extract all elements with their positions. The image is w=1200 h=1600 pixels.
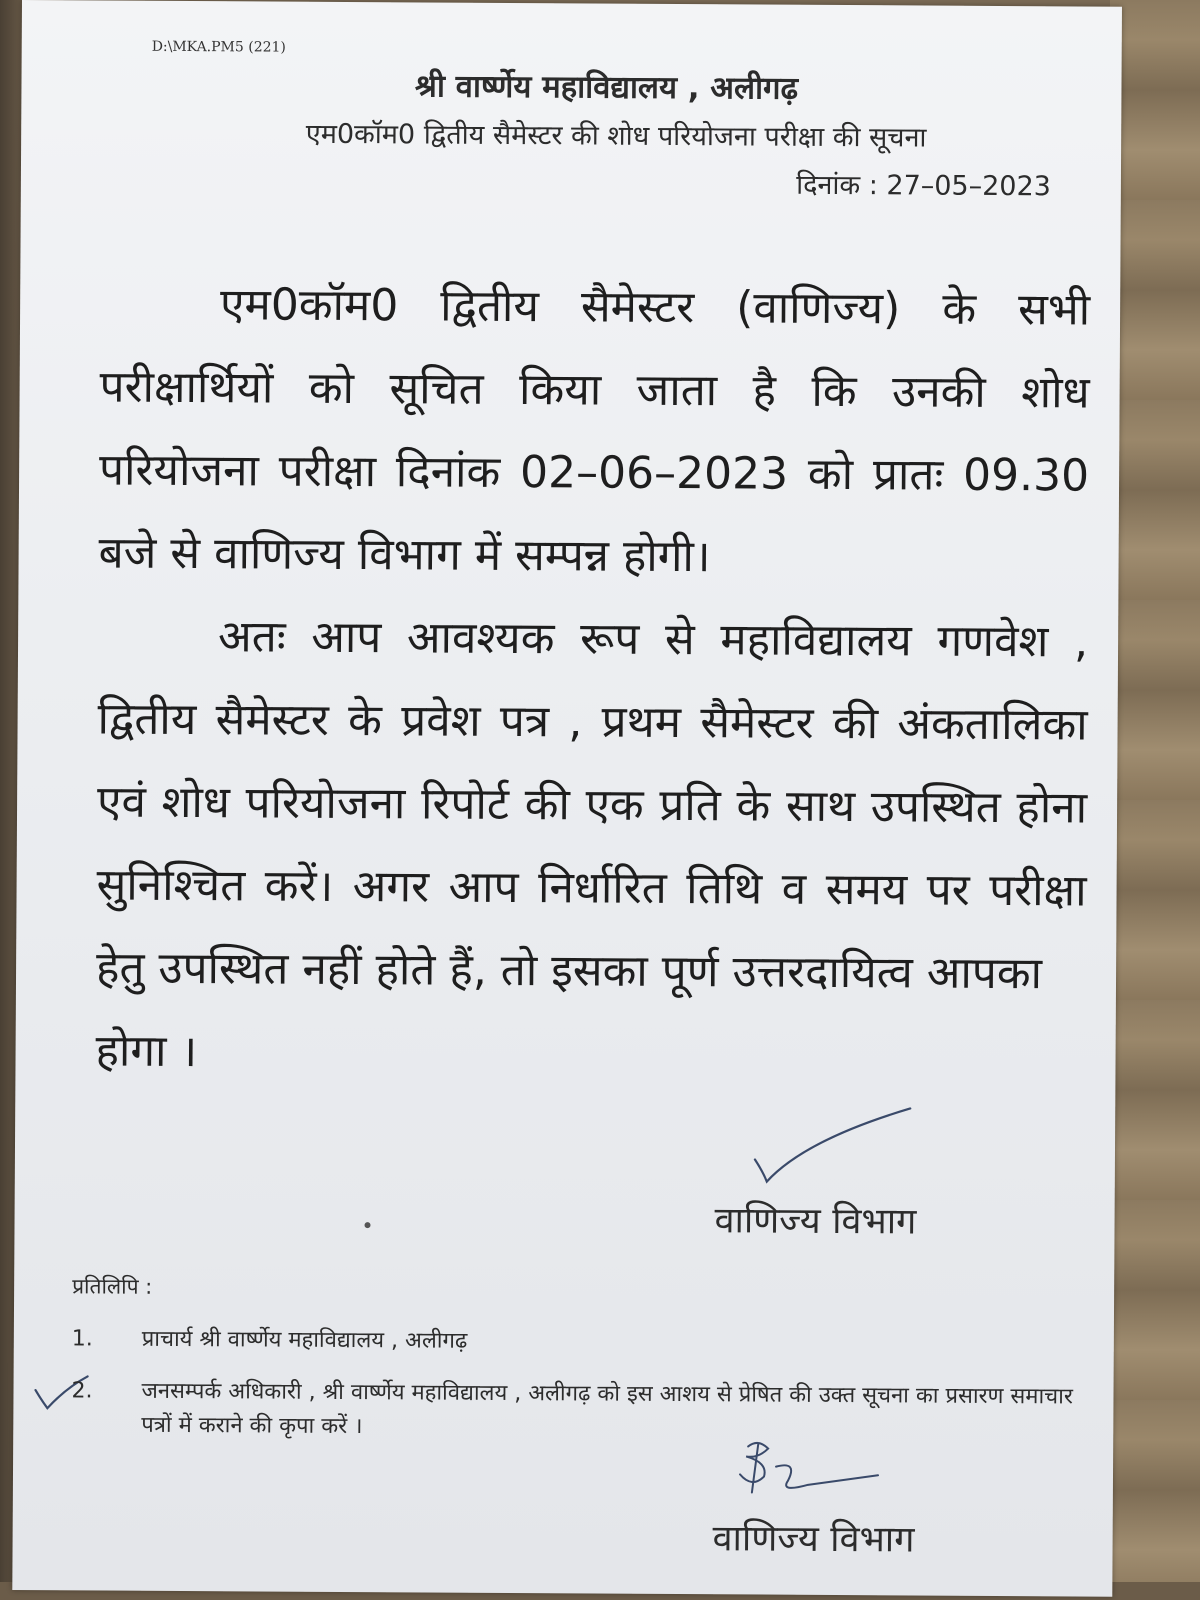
copy-item-number: 2. [71, 1378, 93, 1404]
college-title: श्री वार्ष्णेय महाविद्यालय , अलीगढ़ [414, 68, 799, 107]
signatory-department-2: वाणिज्य विभाग [712, 1518, 915, 1561]
copy-item-text: जनसम्पर्क अधिकारी , श्री वार्ष्णेय महाविद्यालय , अलीगढ़ को इस आशय से प्रेषित की उक्त सूचना का प्रसारण समाचार पत्रों में कराने की कृपा करें । [141, 1378, 1073, 1440]
copy-item [71, 1374, 1111, 1460]
notice-body [95, 262, 1090, 1098]
body-closing-line: होगा । [95, 1025, 198, 1078]
ink-speck [365, 1222, 371, 1228]
notice-date: दिनांक : 27–05–2023 [796, 169, 1051, 203]
background-wood-surface [1110, 0, 1200, 1600]
handwritten-tick-signature [745, 1099, 916, 1190]
copy-item [72, 1322, 1112, 1364]
signatory-department-1: वाणिज्य विभाग [714, 1200, 917, 1243]
file-reference-code: D:\MKA.PM5 (221) [151, 38, 286, 56]
body-paragraph-2: अतः आप आवश्यक रूप से महाविद्यालय गणवेश , द्वितीय सैमेस्टर के प्रवेश पत्र , प्रथम सैमेस्टर की अंकतालिका एवं शोध परियोजना रिपोर्ट की एक प्रति के साथ उपस्थित होना सुनिश्चित करें। अगर आप निर्धारित तिथि व समय पर परीक्षा हेतु उपस्थित नहीं होते हैं, तो इसका पूर्ण उत्तरदायित्व आपका [95, 611, 1089, 1000]
notice-heading: एम0कॉम0 द्वितीय सैमेस्टर की शोध परियोजना परीक्षा की सूचना [305, 118, 927, 154]
copy-to-label: प्रतिलिपि : [72, 1274, 153, 1299]
copy-item-text: प्राचार्य श्री वार्ष्णेय महाविद्यालय , अलीगढ़ [141, 1326, 468, 1354]
copy-item-number: 1. [71, 1326, 93, 1352]
notice-sheet [12, 0, 1122, 1597]
handwritten-initials [728, 1436, 888, 1507]
body-paragraph-1: एम0कॉम0 द्वितीय सैमेस्टर (वाणिज्य) के सभी परीक्षार्थियों को सूचित किया जाता है कि उनकी शोध परियोजना परीक्षा दिनांक 02–06–2023 को प्रातः 09.30 बजे से वाणिज्य विभाग में सम्पन्न होगी। [98, 279, 1091, 583]
